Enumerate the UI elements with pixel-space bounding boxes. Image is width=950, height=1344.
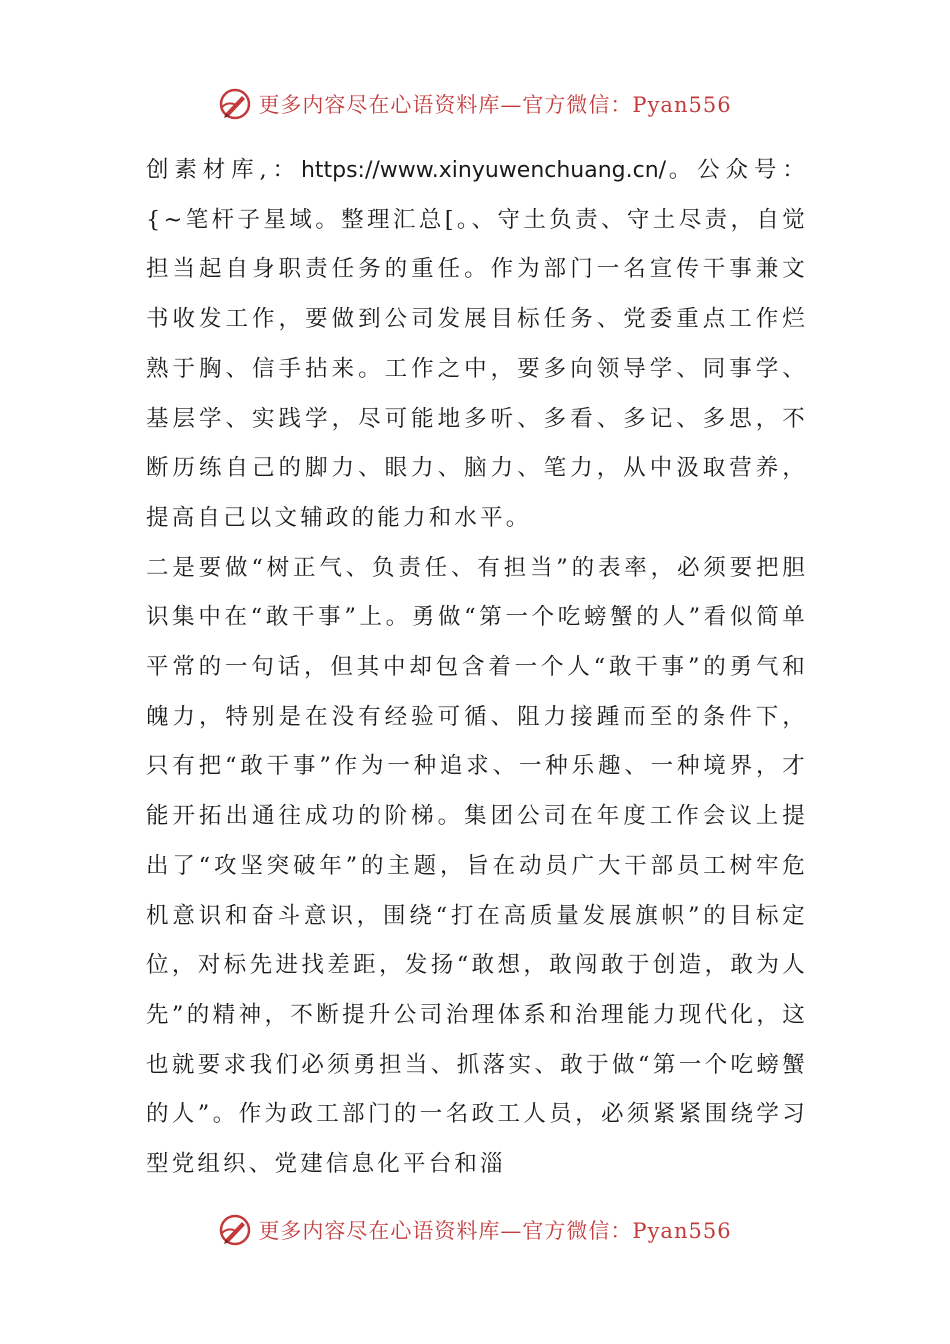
paragraph-1-prefix: 创素材库,：: [146, 157, 301, 183]
pen-logo-icon: [218, 1213, 252, 1247]
source-url-link[interactable]: https://www.xinyuwenchuang.cn/: [300, 158, 667, 183]
footer-banner: [0, 1210, 950, 1250]
document-body: [146, 146, 808, 1190]
paragraph-1: [146, 146, 808, 544]
header-banner: [0, 84, 950, 124]
paragraph-1-text: 。公众号：{~笔杆子星域。整理汇总[。、守土负责、守土尽责，自觉担当起自身职责任务的重任。作为部门一名宣传干事兼文书收发工作，要做到公司发展目标任务、党委重点工作烂熟于胸、信手拈来。工作之中，要多向领导学、同事学、基层学、实践学，尽可能地多听、多看、多记、多思，不断历练自己的脚力、眼力、脑力、笔力，从中汲取营养，提高自己以文辅政的能力和水平。: [146, 157, 808, 531]
header-banner-text: 更多内容尽在心语资料库—官方微信：Pyan556: [258, 93, 732, 117]
paragraph-2: 二是要做“树正气、负责任、有担当”的表率，必须要把胆识集中在“敢干事”上。勇做“第一个吃螃蟹的人”看似简单平常的一句话，但其中却包含着一个人“敢干事”的勇气和魄力，特别是在没有经验可循、阻力接踵而至的条件下，只有把“敢干事”作为一种追求、一种乐趣、一种境界，才能开拓出通往成功的阶梯。集团公司在年度工作会议上提出了“攻坚突破年”的主题，旨在动员广大干部员工树牢危机意识和奋斗意识，围绕“打在高质量发展旗帜”的目标定位，对标先进找差距，发扬“敢想，敢闯敢于创造，敢为人先”的精神，不断提升公司治理体系和治理能力现代化，这也就要求我们必须勇担当、抓落实、敢于做“第一个吃螃蟹的人”。作为政工部门的一名政工人员，必须紧紧围绕学习型党组织、党建信息化平台和淄: [146, 554, 808, 1178]
pen-logo-icon: [218, 87, 252, 121]
footer-banner-text: 更多内容尽在心语资料库—官方微信：Pyan556: [258, 1219, 732, 1243]
